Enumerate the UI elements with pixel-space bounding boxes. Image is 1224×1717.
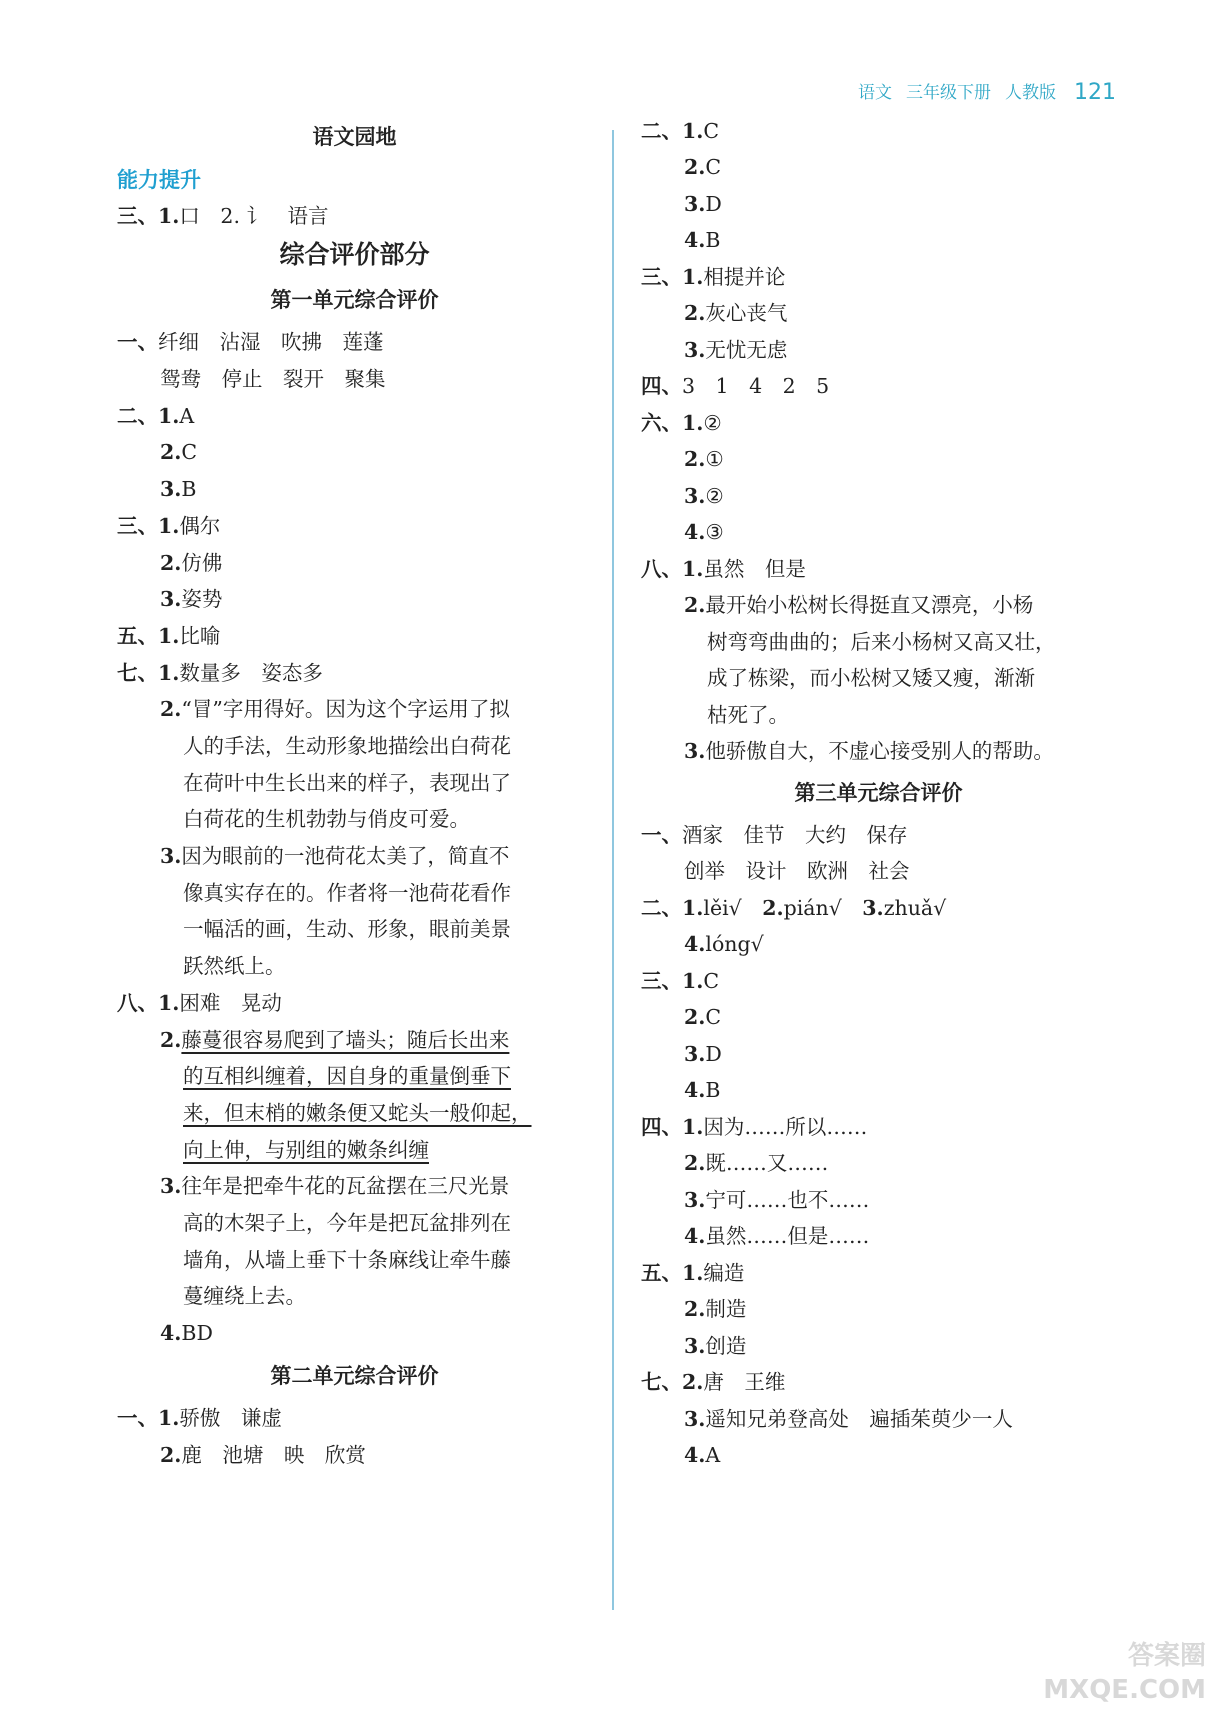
- section-heading: [117, 1361, 592, 1391]
- answer-text: 人的手法，生动形象地描绘出白荷花: [183, 734, 511, 758]
- item-number: 3.: [684, 739, 706, 763]
- answer-line: [117, 327, 384, 357]
- answer-line: [684, 1185, 869, 1215]
- item-number: 五、1.: [641, 1261, 704, 1285]
- item-number: 2.: [684, 155, 706, 179]
- answer-text: 综合评价部分: [279, 240, 430, 269]
- item-number: 一、: [641, 823, 682, 847]
- answer-line: [707, 700, 789, 730]
- answer-text: 成了栋梁，而小松树又矮又瘦，渐渐: [707, 666, 1035, 690]
- item-number: 二、1.: [641, 896, 704, 920]
- answer-text: 白荷花的生机勃勃与俏皮可爱。: [183, 807, 470, 831]
- answer-text: 虽然 但是: [703, 557, 806, 581]
- answer-text: C: [703, 969, 720, 993]
- answer-line: [684, 225, 720, 255]
- answer-text: D: [705, 1042, 722, 1066]
- item-number: 一、1.: [117, 1406, 180, 1430]
- answer-line: [684, 1294, 746, 1324]
- answer-line: [160, 474, 196, 504]
- answer-text: 仿佛: [181, 551, 223, 575]
- answer-line: [641, 1258, 744, 1288]
- answer-text: ②: [703, 411, 722, 435]
- answer-text: 创造: [705, 1334, 747, 1358]
- item-number: 2.: [684, 447, 706, 471]
- answer-text: 编造: [703, 1261, 745, 1285]
- answer-line: [183, 1281, 306, 1311]
- answer-line: [684, 1002, 721, 1032]
- answer-text: 一幅活的画，生动、形象，眼前美景: [183, 917, 511, 941]
- answer-text: lóng√: [705, 932, 764, 956]
- answer-text: 鹿 池塘 映 欣赏: [181, 1443, 366, 1467]
- answer-text: 因为……所以……: [703, 1115, 868, 1139]
- page-header: [858, 78, 1116, 103]
- item-number: 2.: [684, 1005, 706, 1029]
- answer-line: [160, 1440, 366, 1470]
- answer-text: 枯死了。: [707, 703, 789, 727]
- answer-text: 3 1 4 2 5: [682, 374, 830, 398]
- item-number: 三、1.: [641, 969, 704, 993]
- answer-text: 藤蔓很容易爬到了墙头；随后长出来: [181, 1028, 510, 1052]
- answer-line: [117, 988, 282, 1018]
- answer-text: 往年是把牵牛花的瓦盆摆在三尺光景: [181, 1174, 510, 1198]
- answer-text: 口 2. 讠 语言: [179, 204, 329, 228]
- answer-line: [160, 1025, 509, 1055]
- answer-text: B: [181, 477, 197, 501]
- item-number: 七、2.: [641, 1370, 704, 1394]
- answer-text: 既……又……: [705, 1151, 829, 1175]
- answer-text: zhuǎ√: [883, 896, 947, 920]
- answer-line: [160, 437, 197, 467]
- answer-text: 遥知兄弟登高处 遍插茱萸少一人: [705, 1407, 1013, 1431]
- answer-line: [183, 1098, 532, 1128]
- answer-text: 第一单元综合评价: [270, 288, 439, 312]
- item-number: 3.: [160, 477, 182, 501]
- answer-line: [641, 966, 719, 996]
- answer-text: ②: [705, 484, 724, 508]
- item-number: 四、1.: [641, 1115, 704, 1139]
- answer-text: C: [705, 155, 722, 179]
- answer-line: [684, 590, 1033, 620]
- item-number: 4.: [684, 932, 706, 956]
- answer-line: [117, 165, 201, 195]
- answer-text: ③: [705, 520, 724, 544]
- answer-text: 树弯弯曲曲的；后来小杨树又高又壮，: [707, 630, 1056, 654]
- answer-line: [183, 914, 511, 944]
- item-number: 3.: [684, 1042, 706, 1066]
- section-heading: [117, 122, 592, 152]
- item-number: 八、1.: [641, 557, 704, 581]
- answer-text: 创举 设计 欧洲 社会: [684, 859, 910, 883]
- item-number: 2.: [160, 551, 182, 575]
- answer-text: B: [705, 1078, 721, 1102]
- answer-line: [684, 1039, 722, 1069]
- answer-line: [160, 584, 222, 614]
- item-number: 4.: [684, 1224, 706, 1248]
- header-subject: 语文: [858, 83, 892, 103]
- item-number: 4.: [684, 228, 706, 252]
- answer-text: 墙角，从墙上垂下十条麻线让牵牛藤: [183, 1248, 511, 1272]
- item-number: 二、1.: [117, 404, 180, 428]
- answer-text: 向上伸，与别组的嫩条纠缠: [183, 1138, 429, 1162]
- answer-line: [684, 736, 1054, 766]
- answer-text: C: [703, 119, 720, 143]
- watermark-line1: 答案圈: [1127, 1641, 1206, 1671]
- header-edition: 人教版: [1005, 83, 1056, 103]
- answer-text: A: [705, 1443, 721, 1467]
- item-number: 3.: [684, 1188, 706, 1212]
- answer-text: 来，但末梢的嫩条便又蛇头一般仰起，: [183, 1101, 532, 1125]
- item-number: 2.: [684, 593, 706, 617]
- answer-text: D: [705, 192, 722, 216]
- answer-line: [684, 929, 764, 959]
- answer-text: 第三单元综合评价: [794, 781, 963, 805]
- item-number: 六、1.: [641, 411, 704, 435]
- page-number: 121: [1074, 80, 1116, 105]
- answer-line: [117, 1403, 282, 1433]
- answer-line: [160, 364, 386, 394]
- section-heading: [641, 778, 1116, 808]
- answer-line: [183, 731, 511, 761]
- item-number: 三、1.: [641, 265, 704, 289]
- item-number: 2.: [762, 896, 784, 920]
- answer-line: [684, 444, 724, 474]
- answer-text: pián√: [783, 896, 863, 920]
- item-number: 3.: [684, 1407, 706, 1431]
- answer-line: [183, 951, 286, 981]
- section-heading: [117, 285, 592, 315]
- answer-line: [684, 856, 910, 886]
- answer-line: [684, 1404, 1013, 1434]
- answer-text: 宁可……也不……: [705, 1188, 870, 1212]
- answer-text: 纤细 沾湿 吹拂 莲蓬: [158, 330, 384, 354]
- item-number: 3.: [684, 338, 706, 362]
- answer-text: 能力提升: [117, 168, 201, 192]
- answer-line: [641, 262, 785, 292]
- item-number: 五、1.: [117, 624, 180, 648]
- section-heading: [117, 240, 592, 270]
- answer-text: 骄傲 谦虚: [179, 1406, 282, 1430]
- answer-line: [117, 511, 220, 541]
- answer-text: 因为眼前的一池荷花太美了，简直不: [181, 844, 510, 868]
- answer-line: [641, 554, 806, 584]
- item-number: 3.: [160, 1174, 182, 1198]
- answer-text: BD: [181, 1321, 213, 1345]
- answer-text: 虽然……但是……: [705, 1224, 870, 1248]
- answer-line: [160, 548, 222, 578]
- answer-line: [684, 1075, 720, 1105]
- answer-line: [183, 804, 470, 834]
- answer-line: [684, 517, 724, 547]
- answer-text: 高的木架子上，今年是把瓦盆排列在: [183, 1211, 511, 1235]
- item-number: 3.: [684, 192, 706, 216]
- answer-text: 无忧无虑: [705, 338, 788, 362]
- item-number: 3.: [160, 844, 182, 868]
- item-number: 3.: [160, 587, 182, 611]
- answer-text: B: [705, 228, 721, 252]
- answer-text: 偶尔: [179, 514, 221, 538]
- item-number: 二、1.: [641, 119, 704, 143]
- answer-text: 像真实存在的。作者将一池荷花看作: [183, 881, 511, 905]
- answer-line: [707, 627, 1056, 657]
- item-number: 2.: [160, 440, 182, 464]
- answer-line: [684, 1331, 746, 1361]
- item-number: 4.: [684, 1443, 706, 1467]
- answer-line: [160, 694, 510, 724]
- answer-text: 姿势: [181, 587, 223, 611]
- answer-line: [684, 1221, 869, 1251]
- item-number: 三、1.: [117, 514, 180, 538]
- item-number: 2.: [160, 1443, 182, 1467]
- answer-line: [684, 152, 721, 182]
- answer-line: [684, 1148, 828, 1178]
- answer-text: 跃然纸上。: [183, 954, 286, 978]
- answer-line: [117, 401, 194, 431]
- answer-text: 他骄傲自大，不虚心接受别人的帮助。: [705, 739, 1054, 763]
- item-number: 八、1.: [117, 991, 180, 1015]
- answer-text: A: [179, 404, 195, 428]
- item-number: 一、: [117, 330, 158, 354]
- answer-text: 蔓缠绕上去。: [183, 1284, 306, 1308]
- answer-line: [684, 298, 787, 328]
- answer-text: 鸳鸯 停止 裂开 聚集: [160, 367, 386, 391]
- answer-text: C: [705, 1005, 722, 1029]
- answer-line: [684, 335, 787, 365]
- answer-text: C: [181, 440, 198, 464]
- answer-line: [183, 1135, 429, 1165]
- answer-text: 最开始小松树长得挺直又漂亮，小杨: [705, 593, 1034, 617]
- answer-line: [641, 893, 946, 923]
- item-number: 2.: [684, 301, 706, 325]
- item-number: 4.: [684, 1078, 706, 1102]
- answer-text: 唐 王维: [703, 1370, 786, 1394]
- answer-text: 比喻: [179, 624, 221, 648]
- answer-line: [641, 1112, 867, 1142]
- item-number: 3.: [862, 896, 884, 920]
- answer-line: [160, 841, 509, 871]
- answer-text: 语文园地: [312, 125, 397, 149]
- item-number: 3.: [684, 1334, 706, 1358]
- answer-line: [183, 1245, 511, 1275]
- item-number: 四、: [641, 374, 682, 398]
- answer-line: [160, 1171, 509, 1201]
- answer-line: [707, 663, 1035, 693]
- item-number: 3.: [684, 484, 706, 508]
- item-number: 4.: [160, 1321, 182, 1345]
- item-number: 4.: [684, 520, 706, 544]
- answer-line: [684, 1440, 720, 1470]
- answer-text: 灰心丧气: [705, 301, 788, 325]
- answer-line: [160, 1318, 213, 1348]
- column-divider: [612, 130, 614, 1610]
- item-number: 七、1.: [117, 661, 180, 685]
- answer-text: 数量多 姿态多: [179, 661, 323, 685]
- watermark-logo: [1043, 1639, 1206, 1707]
- header-grade: 三年级下册: [906, 83, 991, 103]
- answer-line: [684, 189, 722, 219]
- answer-line: [641, 820, 908, 850]
- answer-line: [117, 201, 328, 231]
- answer-text: 第二单元综合评价: [270, 1364, 439, 1388]
- item-number: 三、1.: [117, 204, 180, 228]
- answer-line: [641, 1367, 785, 1397]
- answer-line: [117, 658, 323, 688]
- answer-text: 相提并论: [703, 265, 786, 289]
- item-number: 2.: [684, 1297, 706, 1321]
- answer-line: [183, 1061, 511, 1091]
- answer-text: lěi√: [703, 896, 763, 920]
- answer-line: [183, 878, 511, 908]
- answer-line: [183, 1208, 511, 1238]
- answer-line: [183, 768, 511, 798]
- answer-line: [684, 481, 724, 511]
- answer-text: 在荷叶中生长出来的样子，表现出了: [183, 771, 511, 795]
- item-number: 2.: [684, 1151, 706, 1175]
- answer-text: 困难 晃动: [179, 991, 282, 1015]
- answer-text: “冒”字用得好。因为这个字运用了拟: [181, 697, 510, 721]
- item-number: 2.: [160, 1028, 182, 1052]
- watermark-line2: MXQE.COM: [1043, 1675, 1206, 1705]
- answer-line: [641, 371, 829, 401]
- answer-line: [117, 621, 220, 651]
- answer-text: 酒家 佳节 大约 保存: [682, 823, 908, 847]
- answer-line: [641, 116, 719, 146]
- answer-line: [641, 408, 722, 438]
- answer-text: 制造: [705, 1297, 747, 1321]
- answer-text: ①: [705, 447, 724, 471]
- answer-text: 的互相纠缠着，因自身的重量倒垂下: [183, 1064, 511, 1088]
- item-number: 2.: [160, 697, 182, 721]
